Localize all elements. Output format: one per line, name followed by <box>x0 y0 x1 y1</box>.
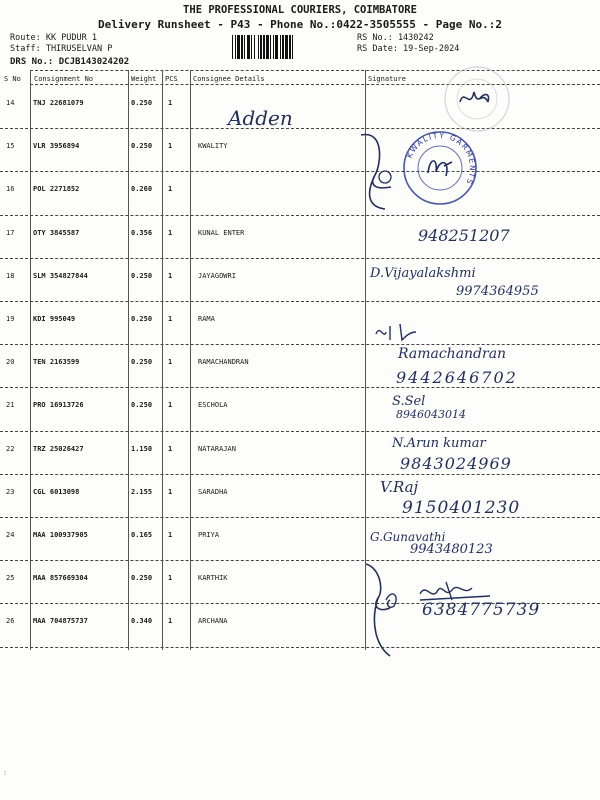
bracket-mark <box>355 125 405 215</box>
row-sno: 19 <box>6 315 15 323</box>
row-consignee: KARTHIK <box>198 574 228 583</box>
faded-stamp <box>440 62 514 136</box>
header-rule <box>30 84 600 85</box>
row-consignee: KUNAL ENTER <box>198 228 245 237</box>
row-consignment: KDI 995049 <box>33 315 76 323</box>
row-weight: 0.260 <box>131 185 153 194</box>
header-weight: Weight <box>131 75 157 83</box>
handwritten-phone-21: 8946043014 <box>396 408 466 421</box>
handwritten-name-24: G.Gunavathi <box>370 530 446 544</box>
row-pcs: 1 <box>168 531 173 539</box>
row-consignee: ESCHOLA <box>198 401 228 410</box>
handwritten-adden: Adden <box>228 106 293 130</box>
row-pcs: 1 <box>168 401 173 410</box>
row-weight: 0.340 <box>131 617 153 626</box>
row-consignment: MAA 704875737 <box>33 617 88 626</box>
handwritten-phone-26: 6384775739 <box>422 600 541 620</box>
handwritten-phone-22: 9843024969 <box>400 454 512 473</box>
edge-mark: ⁝ <box>4 770 6 777</box>
row-sno: 22 <box>6 444 15 453</box>
row-consignment: TEN 2163599 <box>33 358 80 367</box>
row-weight: 0.250 <box>131 574 153 583</box>
drs-number: DRS No.: DCJB143024202 <box>10 57 130 67</box>
row-divider <box>0 387 600 388</box>
header-consignee: Consignee Details <box>193 75 265 83</box>
document-title: THE PROFESSIONAL COURIERS, COIMBATORE <box>183 4 417 16</box>
handwritten-phone-24: 9943480123 <box>410 542 493 557</box>
row-weight: 0.250 <box>131 142 153 151</box>
row-consignee: JAYAGOWRI <box>198 271 236 280</box>
row-pcs: 1 <box>168 574 173 583</box>
row-weight: 0.250 <box>131 315 153 323</box>
row-sno: 16 <box>6 185 15 194</box>
row-divider <box>0 171 600 172</box>
barcode <box>232 35 350 59</box>
row-sno: 20 <box>6 358 15 367</box>
row-divider <box>0 647 600 648</box>
rs-date: RS Date: 19-Sep-2024 <box>357 44 460 54</box>
svg-text:KWALITY GARMENTS: KWALITY GARMENTS <box>404 130 478 187</box>
row-weight: 0.250 <box>131 401 153 410</box>
row-sno: 24 <box>6 531 15 539</box>
staff-label: Staff: THIRUSELVAN P <box>10 44 113 54</box>
row-pcs: 1 <box>168 617 173 626</box>
row-weight: 1.150 <box>131 444 153 453</box>
row-divider <box>0 258 600 259</box>
handwritten-name-21: S.Sel <box>392 394 426 409</box>
row-sno: 21 <box>6 401 15 410</box>
handwritten-sign-17: 948251207 <box>418 226 510 245</box>
row-pcs: 1 <box>168 487 173 496</box>
row-consignment: POL 2271852 <box>33 185 80 194</box>
row-consignment: SLM 354827844 <box>33 271 88 280</box>
row-weight: 0.165 <box>131 531 153 539</box>
handwritten-phone-23: 9150401230 <box>402 498 521 518</box>
row-consignee: NATARAJAN <box>198 444 236 453</box>
row-pcs: 1 <box>168 228 173 237</box>
col-divider <box>30 70 31 650</box>
row-sno: 17 <box>6 228 15 237</box>
row-pcs: 1 <box>168 358 173 367</box>
col-divider <box>128 70 129 650</box>
header-pcs: PCS <box>165 75 178 83</box>
row-consignment: TRZ 25026427 <box>33 444 84 453</box>
header-sno: S No <box>4 75 21 83</box>
col-divider <box>190 70 191 650</box>
row-divider <box>0 301 600 302</box>
handwritten-phone-20: 9442646702 <box>396 368 518 387</box>
row-consignment: VLR 3956894 <box>33 142 80 151</box>
row-weight: 0.356 <box>131 228 153 237</box>
row-sno: 15 <box>6 142 15 151</box>
row-divider <box>0 560 600 561</box>
row-divider <box>0 474 600 475</box>
row-consignee: RAMACHANDRAN <box>198 358 249 367</box>
row-pcs: 1 <box>168 142 173 151</box>
handwritten-name-22: N.Arun kumar <box>392 436 486 451</box>
row-divider <box>0 215 600 216</box>
runsheet-subtitle: Delivery Runsheet - P43 - Phone No.:0422-3505555 - Page No.:2 <box>98 18 502 31</box>
row-consignment: MAA 100937905 <box>33 531 88 539</box>
row-consignee: ARCHANA <box>198 617 228 626</box>
row-pcs: 1 <box>168 185 173 194</box>
header-consignment: Consignment No <box>34 75 94 83</box>
row-weight: 2.155 <box>131 487 153 496</box>
row-pcs: 1 <box>168 271 173 280</box>
row-divider <box>0 344 600 345</box>
row-sno: 18 <box>6 271 15 280</box>
row-consignee: PRIYA <box>198 531 220 539</box>
row-consignee: RAMA <box>198 315 215 323</box>
row-sno: 23 <box>6 487 15 496</box>
row-sno: 26 <box>6 617 15 626</box>
row-consignee: KWALITY <box>198 142 228 151</box>
route-label: Route: KK PUDUR 1 <box>10 33 97 43</box>
handwritten-name-18: D.Vijayalakshmi <box>370 266 476 281</box>
col-divider <box>162 70 163 650</box>
table-top-rule <box>30 70 600 71</box>
row-pcs: 1 <box>168 99 173 107</box>
scribble-19 <box>370 316 440 346</box>
row-weight: 0.250 <box>131 99 153 107</box>
row-consignment: TNJ 22681079 <box>33 99 84 107</box>
handwritten-name-23: V.Raj <box>380 478 419 496</box>
row-consignee: SARADHA <box>198 487 228 496</box>
row-consignment: PRO 16913726 <box>33 401 84 410</box>
row-sno: 25 <box>6 574 15 583</box>
row-weight: 0.250 <box>131 358 153 367</box>
handwritten-phone-18: 9974364955 <box>456 284 539 299</box>
row-pcs: 1 <box>168 315 173 323</box>
row-weight: 0.250 <box>131 271 153 280</box>
row-divider <box>0 431 600 432</box>
header-signature: Signature <box>368 75 406 83</box>
row-consignment: MAA 857669304 <box>33 574 88 583</box>
handwritten-name-20: Ramachandran <box>398 346 507 362</box>
row-consignment: CGL 6013098 <box>33 487 80 496</box>
row-pcs: 1 <box>168 444 173 453</box>
row-consignment: OTY 3845587 <box>33 228 80 237</box>
company-stamp <box>400 128 480 208</box>
rs-number: RS No.: 1430242 <box>357 33 434 43</box>
row-sno: 14 <box>6 99 15 107</box>
